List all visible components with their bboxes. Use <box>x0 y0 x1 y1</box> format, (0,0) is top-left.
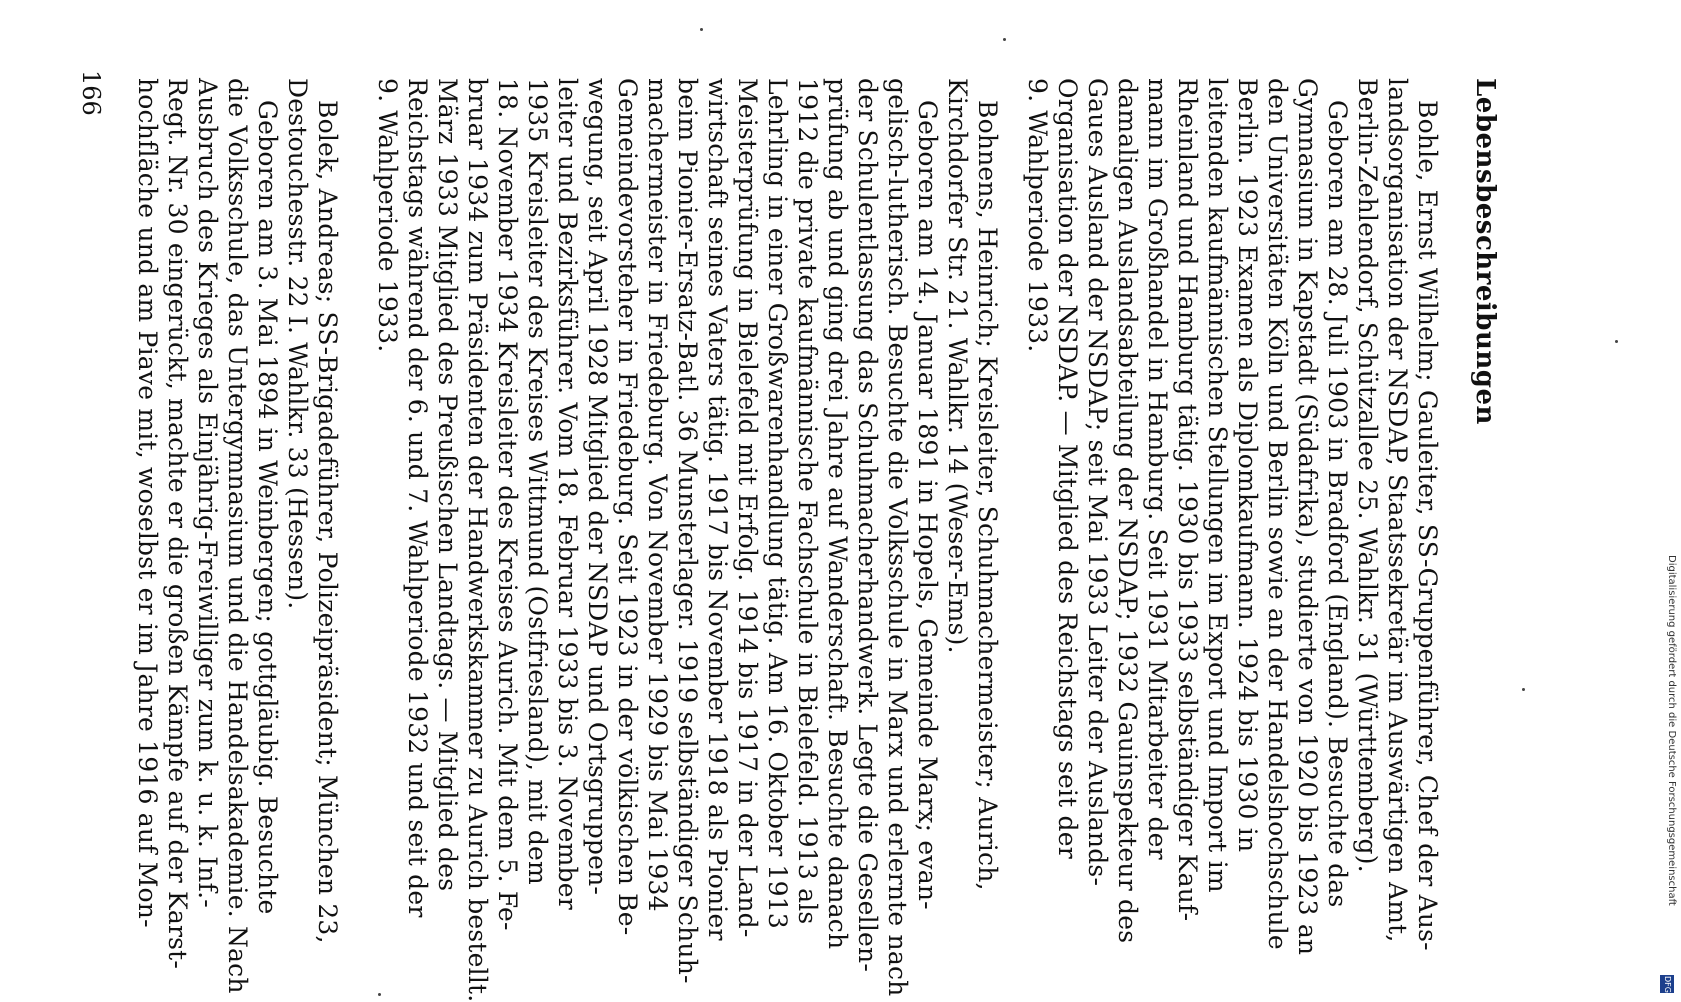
entry-line: 1912 die private kaufmännische Fachschule in Bielefeld. 1913 als <box>793 78 822 925</box>
page-number: 166 <box>77 70 105 116</box>
scan-speck <box>1615 340 1618 343</box>
entry-line: 9. Wahlperiode 1933. <box>1023 78 1052 353</box>
entry-line: Geboren am 14. Januar 1891 in Hopels, Gemeinde Marx; evan- <box>913 100 942 910</box>
entry-line: Geboren am 3. Mai 1894 in Weinbergen; gottgläubig. Besuchte <box>253 100 282 915</box>
entry-line: gelisch-lutherisch. Besuchte die Volksschule in Marx und erlernte nach <box>883 78 912 997</box>
entry-line: leitenden kaufmännischen Stellungen im Export und Import im <box>1203 78 1232 893</box>
entry-line: Reichstags während der 6. und 7. Wahlperiode 1932 und seit der <box>403 78 432 918</box>
scan-speck <box>1522 688 1525 691</box>
entry-line: die Volksschule, das Untergymnasium und die Handelsakademie. Nach <box>223 78 252 994</box>
entry-line: 9. Wahlperiode 1933. <box>373 78 402 353</box>
entry-line: machermeister in Friedeburg. Von November 1929 bis Mai 1934 <box>643 78 672 912</box>
entry-line: mann im Großhandel in Hamburg. Seit 1931 Mitarbeiter der <box>1143 78 1172 860</box>
entry-line: prüfung ab und ging drei Jahre auf Wanderschaft. Besuchte danach <box>823 78 852 950</box>
entry-line: bruar 1934 zum Präsidenten der Handwerkskammer zu Aurich bestellt. <box>463 78 492 1002</box>
entry-line: Lehrling in einer Großwarenhandlung tätig. Am 16. Oktober 1913 <box>763 78 792 929</box>
entry-line: Organisation der NSDAP. — Mitglied des Reichstags seit der <box>1053 78 1082 859</box>
entry-line: Gemeindevorsteher in Friedeburg. Seit 1923 in der völkischen Be- <box>613 78 642 936</box>
entry-line: Kirchdorfer Str. 21. Wahlkr. 14 (Weser-Ems). <box>943 78 972 654</box>
scan-speck <box>378 993 381 996</box>
entry-line: wegung, seit April 1928 Mitglied der NSDAP und Ortsgruppen- <box>583 78 612 896</box>
entry-line: damaligen Auslandsabteilung der NSDAP; 1932 Gauinspekteur des <box>1113 78 1142 944</box>
digitization-credit: Digitalisierung gefördert durch die Deutsche Forschungsgemeinschaft <box>1666 555 1677 906</box>
dfg-logo-icon: DFG <box>1660 975 1674 993</box>
entry-line: 18. November 1934 Kreisleiter des Kreises Aurich. Mit dem 5. Fe- <box>493 78 522 931</box>
entry-line: Berlin-Zehlendorf, Schützallee 25. Wahlkr. 31 (Württemberg). <box>1353 78 1382 873</box>
entry-line: Bohnens, Heinrich; Kreisleiter, Schuhmachermeister; Aurich, <box>973 100 1002 891</box>
entry-line: der Schulentlassung das Schuhmacherhandwerk. Legte die Gesellen- <box>853 78 882 973</box>
entry-line: 1935 Kreisleiter des Kreises Wittmund (Ostfriesland), mit dem <box>523 78 552 885</box>
entry-line: Meisterprüfung in Bielefeld mit Erfolg. 1914 bis 1917 in der Land- <box>733 78 762 938</box>
entry-line: beim Pionier-Ersatz-Batl. 36 Munsterlager. 1919 selbständiger Schuh- <box>673 78 702 984</box>
entry-line: März 1933 Mitglied des Preußischen Landtags. — Mitglied des <box>433 78 462 892</box>
entry-line: leiter und Bezirksführer. Vom 18. Februar 1933 bis 3. November <box>553 78 582 910</box>
entry-line: den Universitäten Köln und Berlin sowie an der Handelshochschule <box>1263 78 1292 950</box>
entry-line: Gymnasium in Kapstadt (Südafrika), studierte von 1920 bis 1923 an <box>1293 78 1322 956</box>
entry-line: Bolek, Andreas; SS-Brigadeführer, Polizeipräsident; München 23, <box>313 100 342 944</box>
page-heading: Lebensbeschreibungen <box>1470 78 1500 425</box>
scan-speck <box>700 28 703 31</box>
scan-speck <box>1003 38 1006 41</box>
entry-line: hochfläche und am Piave mit, woselbst er im Jahre 1916 auf Mon- <box>133 78 162 928</box>
entry-line: Rheinland und Hamburg tätig. 1930 bis 1933 selbständiger Kauf- <box>1173 78 1202 922</box>
entry-line: Geboren am 28. Juli 1903 in Bradford (England). Besuchte das <box>1323 100 1352 908</box>
entry-line: landsorganisation der NSDAP, Staatssekretär im Auswärtigen Amt, <box>1383 78 1412 943</box>
entry-line: Regt. Nr. 30 eingerückt, machte er die großen Kämpfe auf der Karst- <box>163 78 192 970</box>
entry-line: Berlin. 1923 Examen als Diplomkaufmann. 1924 bis 1930 in <box>1233 78 1262 853</box>
entry-line: Bohle, Ernst Wilhelm; Gauleiter, SS-Gruppenführer, Chef der Aus- <box>1413 100 1442 951</box>
entry-line: wirtschaft seines Vaters tätig. 1917 bis November 1918 als Pionier <box>703 78 732 941</box>
entry-line: Destouchesstr. 22 I. Wahlkr. 33 (Hessen). <box>283 78 312 610</box>
entry-line: Ausbruch des Krieges als Einjährig-Freiwilliger zum k. u. k. Inf.- <box>193 78 222 908</box>
entry-line: Gaues Ausland der NSDAP; seit Mai 1933 Leiter der Auslands- <box>1083 78 1112 887</box>
